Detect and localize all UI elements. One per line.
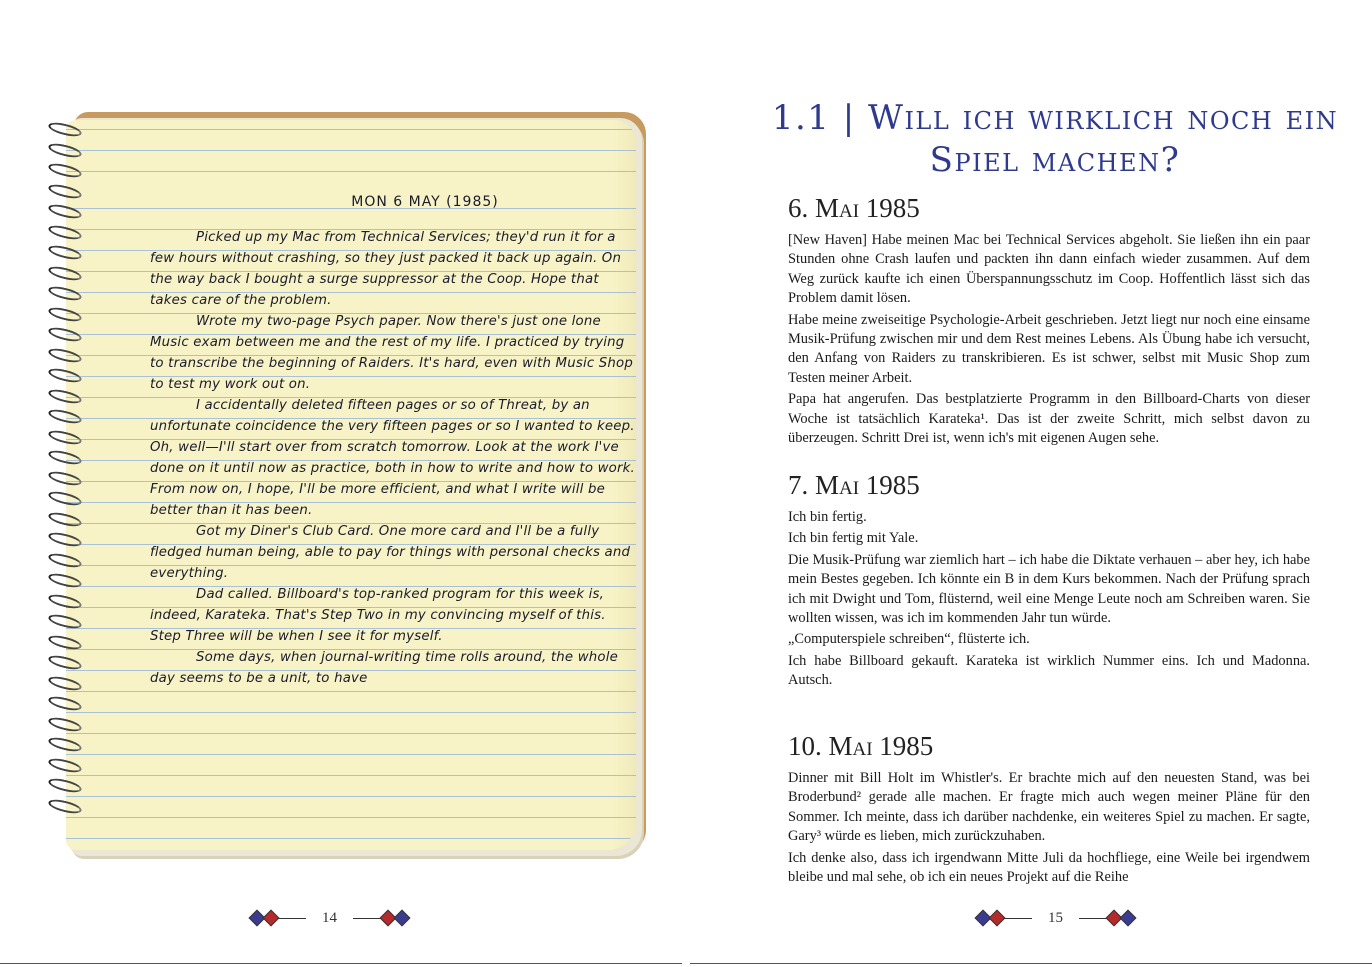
spiral-coil — [47, 161, 83, 180]
section-paragraph: Ich habe Billboard gekauft. Karateka ist wirklich Nummer eins. Ich und Madonna. Autsch. — [788, 652, 1310, 689]
spiral-coil — [47, 715, 83, 734]
section-heading: 10. Mai 1985 — [788, 731, 934, 761]
spiral-coil — [47, 530, 83, 549]
journal-paragraph: Some days, when journal-writing time rolls around, the whole day seems to be a unit, to have — [150, 650, 619, 686]
journal-paragraph: Got my Diner's Club Card. One more card and I'll be a fully fledged human being, able to pay for things with personal checks and everything. — [150, 524, 631, 581]
spiral-coil — [47, 694, 83, 713]
spiral-coil — [47, 325, 83, 344]
spiral-coil — [47, 797, 83, 816]
diary-section — [788, 470, 1310, 693]
spiral-coil — [47, 551, 83, 570]
journal-paragraph: Dad called. Billboard's top-ranked program for this week is, indeed, Karateka. That's Step Two in my convincing myself of this. Step Three will be when I see it for myself. — [150, 587, 606, 644]
page-footer-right — [976, 907, 1135, 929]
ornament-line — [1079, 918, 1107, 919]
notebook-paper — [66, 120, 636, 850]
spiral-coil — [47, 346, 83, 365]
spiral-coil — [47, 735, 83, 754]
spiral-coil — [47, 592, 83, 611]
spiral-binding — [44, 124, 84, 824]
spiral-coil — [47, 674, 83, 693]
journal-paragraph: Wrote my two-page Psych paper. Now there's just one lone Music exam between me and the rest of my life. I practiced by trying to transcribe the beginning of Raiders. It's hard, even with Music Shop to test my work out on. — [150, 314, 634, 392]
spiral-coil — [47, 428, 83, 447]
page-number: 15 — [1048, 909, 1063, 926]
chapter-title: 1.1 | Will ich wirklich noch ein Spiel machen? — [771, 97, 1339, 180]
page-edge-right — [690, 963, 1372, 964]
section-paragraph: Ich bin fertig mit Yale. — [788, 530, 919, 547]
ornament-line — [1004, 918, 1032, 919]
page-edge-left — [0, 963, 682, 964]
spiral-coil — [47, 571, 83, 590]
spiral-coil — [47, 305, 83, 324]
section-paragraph: Die Musik-Prüfung war ziemlich hart – ich habe die Diktate verhauen – aber hey, ich habe mein Bestes gegeben. Ich könnte ein B in dem Kurs bekommen. Nach der Prüfung sprach ich mit Dwight und Tom, flüsternd, weil eine Menge Leute noch am Schreiben waren. Sie wollten wissen, was ich im kommenden Jahr tun würde. — [788, 551, 1310, 627]
spiral-coil — [47, 284, 83, 303]
section-paragraph: „Computerspiele schreiben“, flüsterte ich. — [788, 631, 1030, 648]
spiral-coil — [47, 243, 83, 262]
section-paragraph: Habe meine zweiseitige Psychologie-Arbeit geschrieben. Jetzt liegt nur noch eine einsame Musik-Prüfung zwischen mir und dem Rest meines Lebens. Als Übung habe ich versucht, den Anfang von Raiders zu transkribieren. Es ist schwer, selbst mit Music Shop zum Testen meiner Arbeit. — [788, 311, 1310, 386]
section-heading: 6. Mai 1985 — [788, 193, 920, 223]
spiral-coil — [47, 756, 83, 775]
spiral-coil — [47, 141, 83, 160]
spiral-coil — [47, 469, 83, 488]
ornament-icon — [1107, 912, 1135, 924]
journal-date: MON 6 MAY (1985) — [351, 194, 499, 210]
spiral-coil — [47, 776, 83, 795]
notebook-photo — [44, 110, 650, 856]
spiral-coil — [47, 612, 83, 631]
diary-section — [788, 193, 1310, 450]
page-number: 14 — [322, 909, 337, 926]
section-paragraph: Dinner mit Bill Holt im Whistler's. Er brachte mich auf den neuesten Stand, was bei Broderbund² gerade alle machen. Er fragte mich auch wegen meiner Pläne für den Sommer. Ich meinte, dass ich darüber nachdenke, ein weiteres Spiel zu machen. Er sagte, Gary³ würde es lieben, mich zurückzuhaben. — [788, 770, 1310, 845]
spiral-coil — [47, 223, 83, 242]
section-paragraph: Papa hat angerufen. Das bestplatzierte Programm in den Billboard-Charts von dieser Woche ist tatsächlich Karateka¹. Das ist der zweite Schritt, mich selbst davon zu überzeugen. Schritt Drei ist, wenn ich's mit eigenen Augen sehe. — [788, 391, 1310, 447]
journal-entry — [150, 192, 636, 689]
diary-section — [788, 731, 1310, 889]
spiral-coil — [47, 264, 83, 283]
spiral-coil — [47, 407, 83, 426]
ornament-line — [353, 918, 381, 919]
spiral-coil — [47, 489, 83, 508]
section-paragraph: Ich bin fertig. — [788, 509, 867, 525]
spiral-coil — [47, 653, 83, 672]
spiral-coil — [47, 387, 83, 406]
page-footer-left — [250, 907, 409, 929]
spiral-coil — [47, 182, 83, 201]
spiral-coil — [47, 510, 83, 529]
spiral-coil — [47, 448, 83, 467]
spiral-coil — [47, 202, 83, 221]
spiral-coil — [47, 366, 83, 385]
journal-paragraph: Picked up my Mac from Technical Services; they'd run it for a few hours without crashing, so they just packed it back up again. On the way back I bought a surge suppressor at the Coop. Hope that takes care of the problem. — [150, 230, 622, 308]
ornament-line — [278, 918, 306, 919]
section-paragraph: Ich denke also, dass ich irgendwann Mitte Juli da hochfliege, eine Weile bei irgendwem bleibe und mal sehe, ob ich ein neues Projekt auf die Reihe — [788, 849, 1310, 886]
journal-paragraph: I accidentally deleted fifteen pages or so of Threat, by an unfortunate coincidence the very fifteen pages or so I wanted to keep. Oh, well—I'll start over from scratch tomorrow. Look at the work I've done on it until now as practice, both in how to write and how to work. From now on, I hope, I'll be more efficient, and what I write will be better than it has been. — [150, 398, 635, 518]
ornament-icon — [381, 912, 409, 924]
ornament-icon — [250, 912, 278, 924]
spiral-coil — [47, 633, 83, 652]
section-heading: 7. Mai 1985 — [788, 470, 920, 500]
ornament-icon — [976, 912, 1004, 924]
section-paragraph: [New Haven] Habe meinen Mac bei Technical Services abgeholt. Sie ließen ihn ein paar Stunden ohne Crash laufen und packten ihn dann einfach wieder zusammen. Auf dem Weg zurück kaufte ich einen Überspannungsschutz im Coop. Hoffentlich lässt sich das Problem damit lösen. — [788, 232, 1310, 307]
